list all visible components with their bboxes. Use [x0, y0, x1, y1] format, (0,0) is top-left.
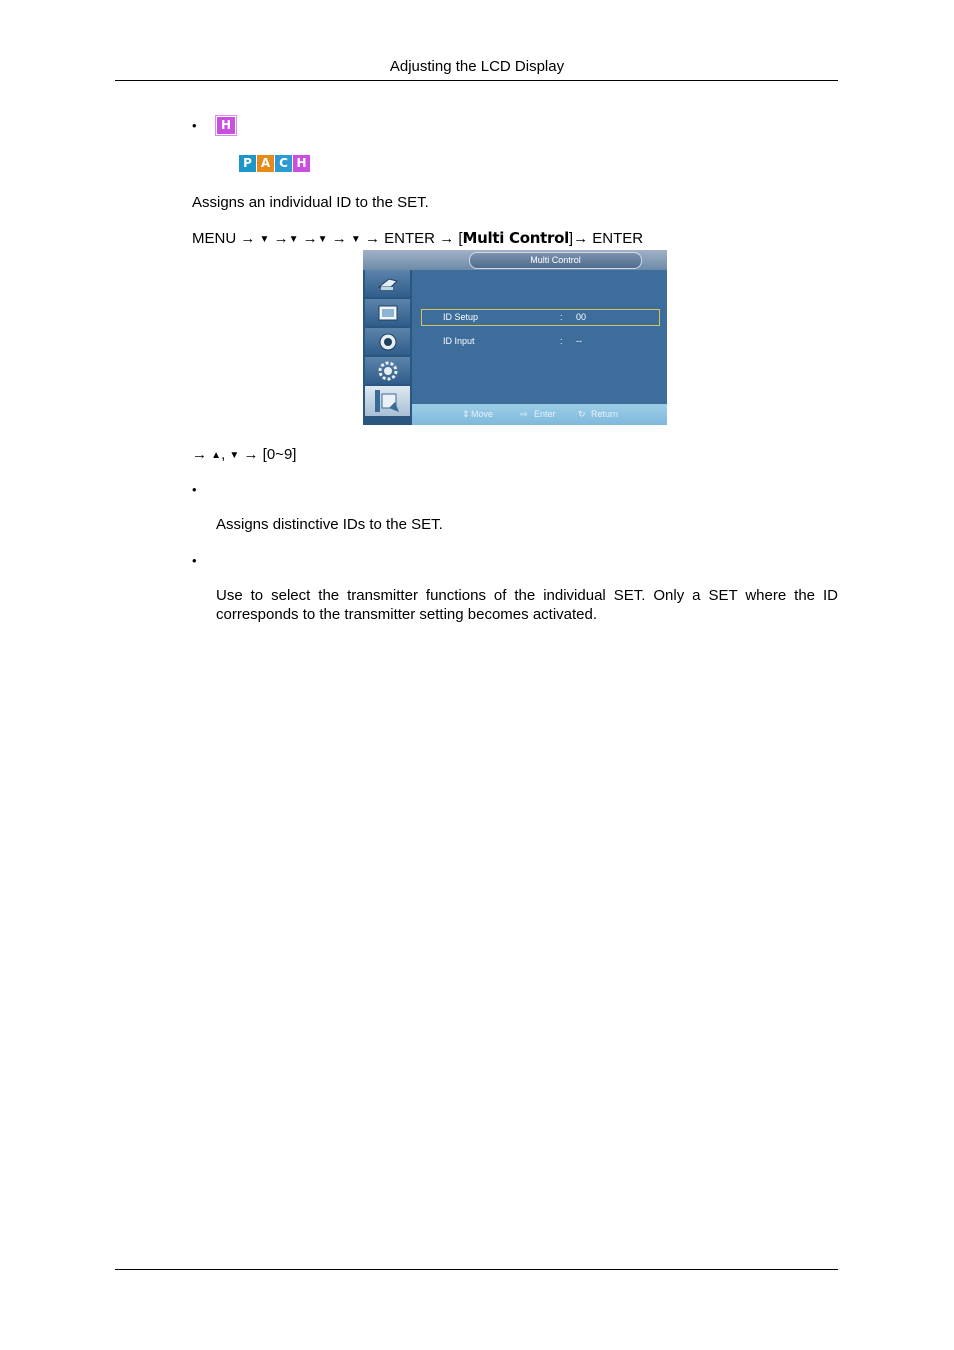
down-arrow-icon: ▼	[288, 234, 299, 245]
down-arrow-icon: ▼	[259, 234, 270, 245]
footer-enter: Enter	[534, 409, 556, 419]
footer-move: Move	[471, 409, 494, 419]
input-icon[interactable]	[365, 270, 410, 297]
mode-badges	[239, 155, 311, 172]
mode-badge-a: A	[257, 155, 274, 172]
osd-footer	[412, 404, 667, 425]
picture-icon[interactable]	[365, 299, 410, 326]
bullet: •	[192, 482, 197, 497]
osd-row-id-setup[interactable]: ID Setup : 00	[421, 309, 660, 326]
return-icon: ↻	[578, 409, 586, 419]
item-description: Use to select the transmitter functions of the individual SET. Only a SET where the ID corresponds to the transmitter setting becomes activated.	[216, 587, 838, 623]
footer-return: Return	[591, 409, 619, 419]
osd-title: Multi Control	[469, 252, 642, 269]
enter-icon: ⇨	[520, 409, 528, 419]
menu-path: MENU → ▼ →▼ →▼ → ▼ → ENTER → [Multi Control]→ ENTER	[192, 229, 644, 247]
bullet: •	[192, 553, 197, 568]
down-arrow-icon: ▼	[229, 450, 240, 461]
multi-control-icon[interactable]	[365, 386, 410, 416]
down-arrow-icon: ▼	[317, 234, 328, 245]
key-instructions: → ▲, ▼ → [0~9]	[192, 446, 297, 463]
mode-badge-p: P	[239, 155, 256, 172]
mode-badge-h: H	[216, 116, 236, 135]
multi-control-label: Multi Control	[462, 229, 569, 247]
up-arrow-icon: ▲	[211, 450, 222, 461]
item-description: Assigns distinctive IDs to the SET.	[216, 516, 443, 533]
footer-rule	[115, 1269, 838, 1270]
page-header-title: Adjusting the LCD Display	[389, 58, 565, 75]
header-rule	[115, 80, 838, 81]
down-arrow-icon: ▼	[350, 234, 361, 245]
intro-text: Assigns an individual ID to the SET.	[192, 194, 429, 211]
bullet: •	[192, 118, 197, 133]
osd-sidebar	[363, 270, 412, 425]
sound-icon[interactable]	[365, 328, 410, 355]
mode-badge-c: C	[275, 155, 292, 172]
mode-badge-h: H	[293, 155, 310, 172]
setup-icon[interactable]	[365, 357, 410, 384]
osd-row-id-input[interactable]: ID Input : --	[443, 336, 582, 346]
move-icon: ⇕	[462, 409, 470, 419]
osd-menu	[363, 250, 667, 425]
